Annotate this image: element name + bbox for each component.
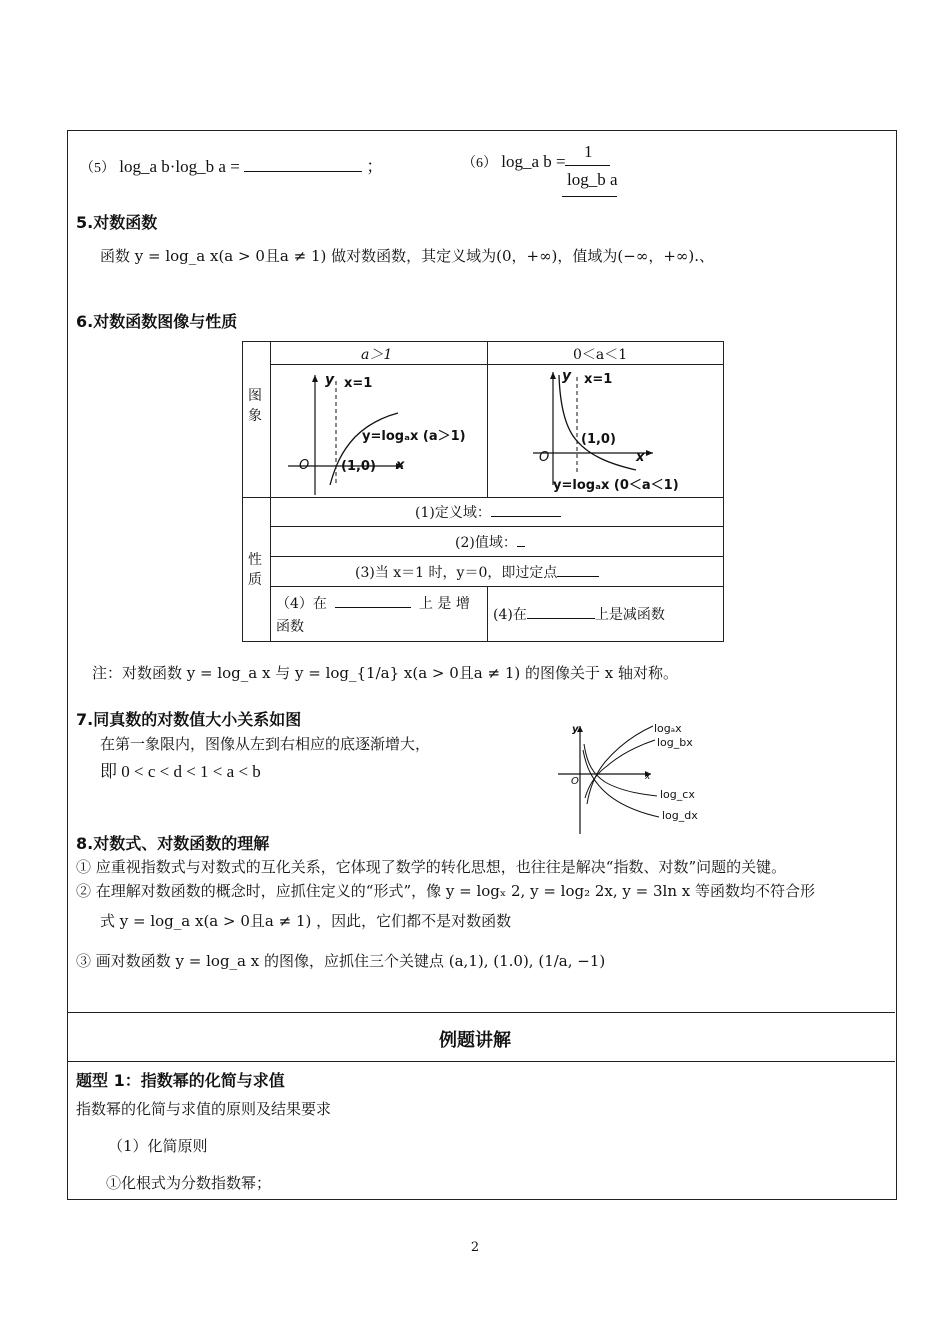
curve-log-c	[584, 744, 657, 796]
graph1-axis-x: x	[396, 458, 405, 473]
graph1-x1-label: x=1	[344, 376, 373, 391]
label-log-c: log_cx	[660, 788, 695, 801]
fraction-bar	[565, 165, 610, 166]
curve-log-b	[585, 740, 655, 798]
simplify-rule-1: ①化根式为分数指数幂；	[106, 1174, 272, 1192]
graph1-axis-y: y	[325, 372, 335, 388]
row-label-image: 图象	[248, 388, 262, 424]
prop-range: (2)值域：	[455, 532, 525, 552]
prop-decreasing: (4)在 上是减函数	[493, 607, 665, 623]
header-a-lt-1: 0＜a＜1	[573, 347, 628, 363]
type1-intro: 指数幂的化简与求值的原则及结果要求	[76, 1100, 332, 1118]
page-number: 2	[470, 1240, 480, 1255]
formula-item5: （5） log_a b·log_b a = ；	[80, 157, 384, 176]
section6-title: 6.对数函数图像与性质	[76, 312, 238, 331]
section5-title: 5.对数函数	[76, 213, 158, 232]
section8-item1: ① 应重视指数式与对数式的互化关系，它体现了数学的转化思想，也往往是解决“指数、对数”问题的关键。	[76, 858, 787, 876]
examples-top-divider	[67, 1012, 895, 1013]
prop-increasing: （4）在 上 是 增	[276, 596, 470, 612]
answer-underline	[562, 196, 617, 197]
blank-item5	[244, 171, 362, 172]
simplify-principle: （1）化简原则	[108, 1137, 208, 1155]
fraction-numerator: 1	[584, 142, 593, 161]
section5-body: 函数 y = log_a x(a > 0且a ≠ 1) 做对数函数，其定义域为(0，+∞)，值域为(−∞，+∞).、	[100, 247, 715, 265]
graph2-axis-y: y	[562, 368, 572, 384]
prop-domain: (1)定义域：	[415, 502, 561, 522]
graph2-curve-label: y=logₐx (0＜a＜1)	[553, 478, 679, 493]
prop-increasing-line2: 函数	[276, 619, 304, 635]
graph2-axis-x: x	[636, 450, 645, 465]
label-log-a: logₐx	[654, 722, 682, 735]
section8-item2-line2: 式 y = log_a x(a > 0且a ≠ 1) ，因此，它们都不是对数函数	[100, 912, 512, 930]
row-label-properties: 性质	[248, 552, 262, 588]
symmetry-note: 注：对数函数 y = log_a x 与 y = log_{1/a} x(a > 0且a ≠ 1) 的图像关于 x 轴对称。	[92, 664, 678, 682]
header-a-gt-1: a＞1	[361, 347, 393, 363]
graph7-origin: O	[571, 776, 579, 787]
label-log-d: log_dx	[662, 809, 698, 822]
section7-line2: 即 0 < c < d < 1 < a < b	[100, 762, 261, 781]
fraction-denominator: log_b a	[567, 170, 618, 189]
prop-fixed-point: (3)当 x＝1 时，y＝0，即过定点	[355, 562, 599, 582]
graph7-axis-x: x	[645, 772, 651, 782]
graph1-point: (1,0)	[341, 459, 376, 474]
type1-title: 题型 1：指数幂的化简与求值	[76, 1071, 285, 1090]
examples-heading: 例题讲解	[439, 1030, 511, 1051]
section8-item3: ③ 画对数函数 y = log_a x 的图像，应抓住三个关键点 (a,1), (1.0), (1/a, −1)	[76, 952, 606, 970]
properties-table	[242, 341, 724, 642]
examples-bottom-divider	[67, 1061, 895, 1062]
graph2-x1-label: x=1	[584, 372, 613, 387]
curve-log-d	[583, 750, 659, 817]
formula-item6: （6） log_a b =	[462, 152, 566, 171]
label-log-b: log_bx	[657, 736, 693, 749]
curve-log-a	[587, 726, 653, 804]
section8-title: 8.对数式、对数函数的理解	[76, 834, 270, 853]
graph7-axis-y: y	[572, 724, 579, 735]
graph1-origin: O	[299, 458, 310, 473]
graph2-origin: O	[539, 450, 550, 465]
graph1-curve-label: y=logₐx (a＞1)	[362, 429, 466, 444]
section7-line1: 在第一象限内，图像从左到右相应的底逐渐增大，	[100, 735, 431, 753]
section7-title: 7.同真数的对数值大小关系如图	[76, 710, 302, 729]
graph2-point: (1,0)	[581, 432, 616, 447]
section8-item2-line1: ② 在理解对数函数的概念时，应抓住定义的“形式”，像 y = logₓ 2, y = log₂ 2x, y = 3ln x 等函数均不符合形	[76, 882, 815, 900]
